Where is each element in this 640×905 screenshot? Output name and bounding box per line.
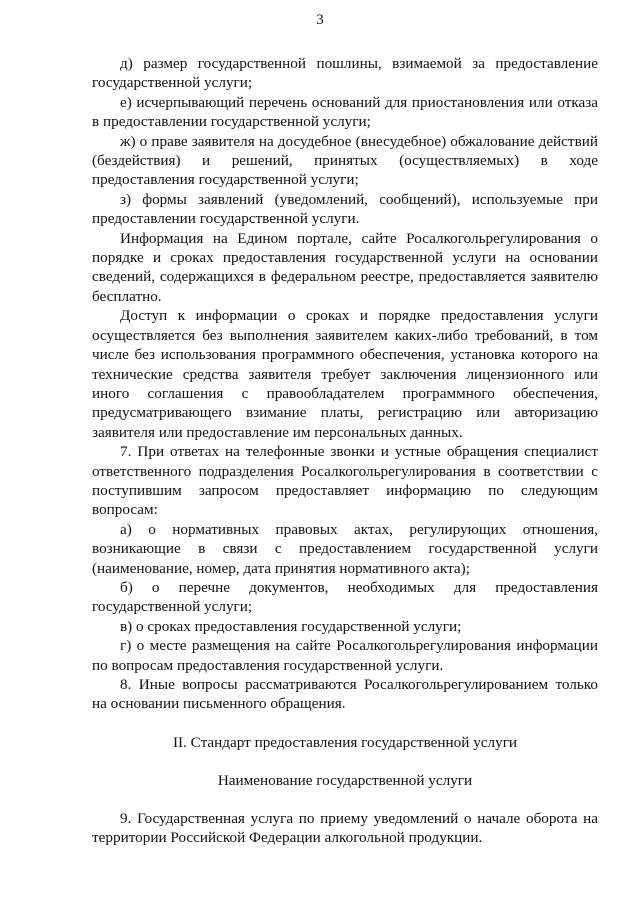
paragraph-portal-info: Информация на Едином портале, сайте Росалкогольрегулирования о порядке и сроках предоставления государственной услуги на основании сведений, содержащихся в федеральном реестре, предоставляется заявителю бесплатно. [92,229,598,305]
paragraph-9: 9. Государственная услуга по приему уведомлений о начале оборота на территории Российской Федерации алкогольной продукции. [92,809,598,847]
section-heading: II. Стандарт предоставления государственной услуги [172,733,518,751]
paragraph-7: 7. При ответах на телефонные звонки и устные обращения специалист ответственного подразделения Росалкогольрегулирования в соответствии с поступившим запросом предоставляет информацию по следующим вопросам: [92,443,598,519]
paragraph-7-item-v: в) о сроках предоставления государственной услуги; [120,617,462,635]
page-number: 3 [316,12,324,28]
subsection-heading: Наименование государственной услуги [217,772,473,790]
document-body [92,54,598,847]
paragraph-8: 8. Иные вопросы рассматриваются Росалкогольрегулированием только на основании письменного обращения. [92,676,598,713]
paragraph-item-zh: ж) о праве заявителя на досудебное (внесудебное) обжалование действий (бездействия) и решений, принятых (осуществляемых) в ходе предоставления государственной услуги; [92,132,598,189]
paragraph-7-item-a: а) о нормативных правовых актах, регулирующих отношения, возникающие в связи с предоставлением государственной услуги (наименование, номер, дата принятия нормативного акта); [92,520,598,577]
paragraph-7-item-g: г) о месте размещения на сайте Росалкогольрегулирования информации по вопросам предоставления государственной услуги. [92,637,598,674]
paragraph-7-item-b: б) о перечне документов, необходимых для предоставления государственной услуги; [92,578,598,616]
paragraph-access-info: Доступ к информации о сроках и порядке предоставления услуги осуществляется без выполнения заявителем каких-либо требований, в том числе без использования программного обеспечения, установка которого на технические средства заявителя требует заключения лицензионного или иного соглашения с правообладателем программного обеспечения, предусматривающего взимание платы, регистрацию или авторизацию заявителя или предоставление им персональных данных. [92,307,598,441]
paragraph-item-z: з) формы заявлений (уведомлений, сообщений), используемые при предоставлении государственной услуги. [92,190,598,228]
paragraph-item-e: е) исчерпывающий перечень оснований для приостановления или отказа в предоставлении государственной услуги; [92,93,598,131]
paragraph-item-d: д) размер государственной пошлины, взимаемой за предоставление государственной услуги; [92,55,598,92]
